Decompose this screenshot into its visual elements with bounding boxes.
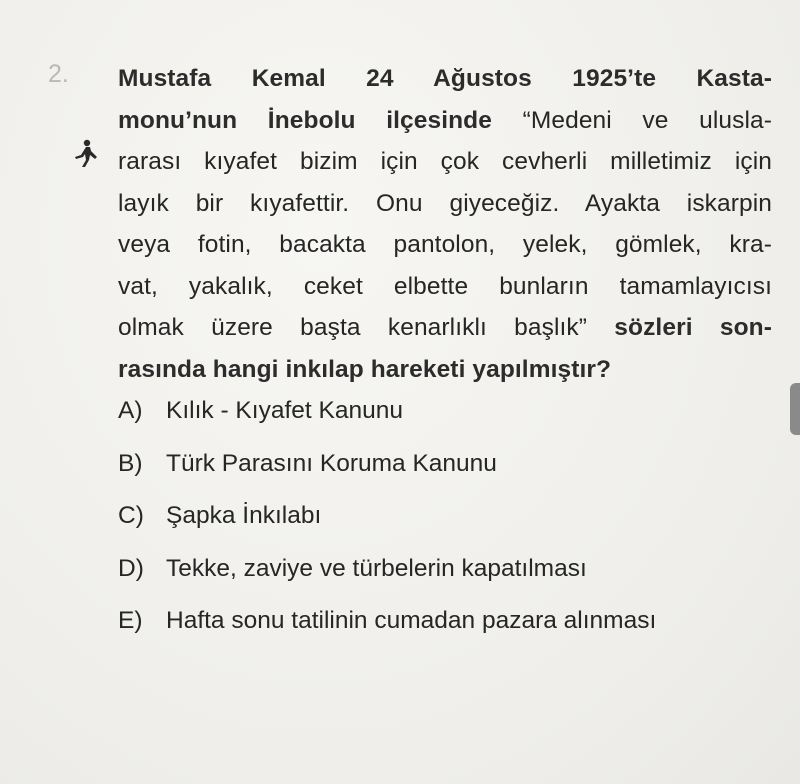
- option-letter: B): [118, 449, 143, 477]
- option-e[interactable]: [118, 607, 788, 660]
- option-letter: C): [118, 502, 144, 529]
- stem-line: [118, 266, 772, 308]
- question-number: 2.: [48, 60, 69, 88]
- stem-line: [118, 58, 772, 100]
- option-d[interactable]: [118, 555, 788, 608]
- stem-line: [118, 183, 772, 225]
- stem-text: veya fotin, bacakta pantolon, yelek, gömlek, kra-: [118, 231, 772, 258]
- stem-text: “Medeni ve ulusla-: [491, 106, 772, 134]
- option-text: Tekke, zaviye ve türbelerin kapatılması: [166, 554, 587, 582]
- stem-text: olmak üzere başta kenarlıklı başlık”: [118, 314, 588, 341]
- stem-bold-text: monu’nun İnebolu ilçesinde: [118, 106, 492, 134]
- stem-bold-text: Mustafa Kemal 24 Ağustos 1925’te Kasta-: [118, 65, 772, 92]
- option-b[interactable]: [118, 450, 788, 503]
- option-a[interactable]: [118, 397, 788, 450]
- stem-line: [118, 349, 772, 391]
- stem-bold-text: sözleri son-: [587, 314, 772, 341]
- stem-line: [118, 141, 772, 183]
- stem-line: [118, 307, 772, 349]
- option-letter: A): [118, 397, 143, 424]
- option-text: Hafta sonu tatilinin cumadan pazara alınması: [166, 607, 657, 634]
- answer-options: [118, 397, 788, 660]
- walking-figure-icon: [70, 138, 102, 168]
- option-letter: D): [118, 554, 144, 582]
- question-stem: [118, 58, 788, 390]
- option-letter: E): [118, 607, 143, 634]
- page-edge-tab: [790, 383, 800, 435]
- stem-text: layık bir kıyafettir. Onu giyeceğiz. Ayakta iskarpin: [118, 189, 772, 217]
- option-text: Türk Parasını Koruma Kanunu: [166, 449, 497, 477]
- option-c[interactable]: [118, 502, 788, 555]
- option-text: Şapka İnkılabı: [166, 502, 322, 529]
- stem-bold-text: rasında hangi inkılap hareketi yapılmıştır?: [118, 355, 612, 383]
- stem-text: rarası kıyafet bizim için çok cevherli milletimiz için: [118, 148, 772, 175]
- stem-line: [118, 224, 772, 266]
- option-text: Kılık - Kıyafet Kanunu: [166, 397, 403, 424]
- stem-line: [118, 100, 772, 142]
- stem-text: vat, yakalık, ceket elbette bunların tamamlayıcısı: [118, 272, 772, 300]
